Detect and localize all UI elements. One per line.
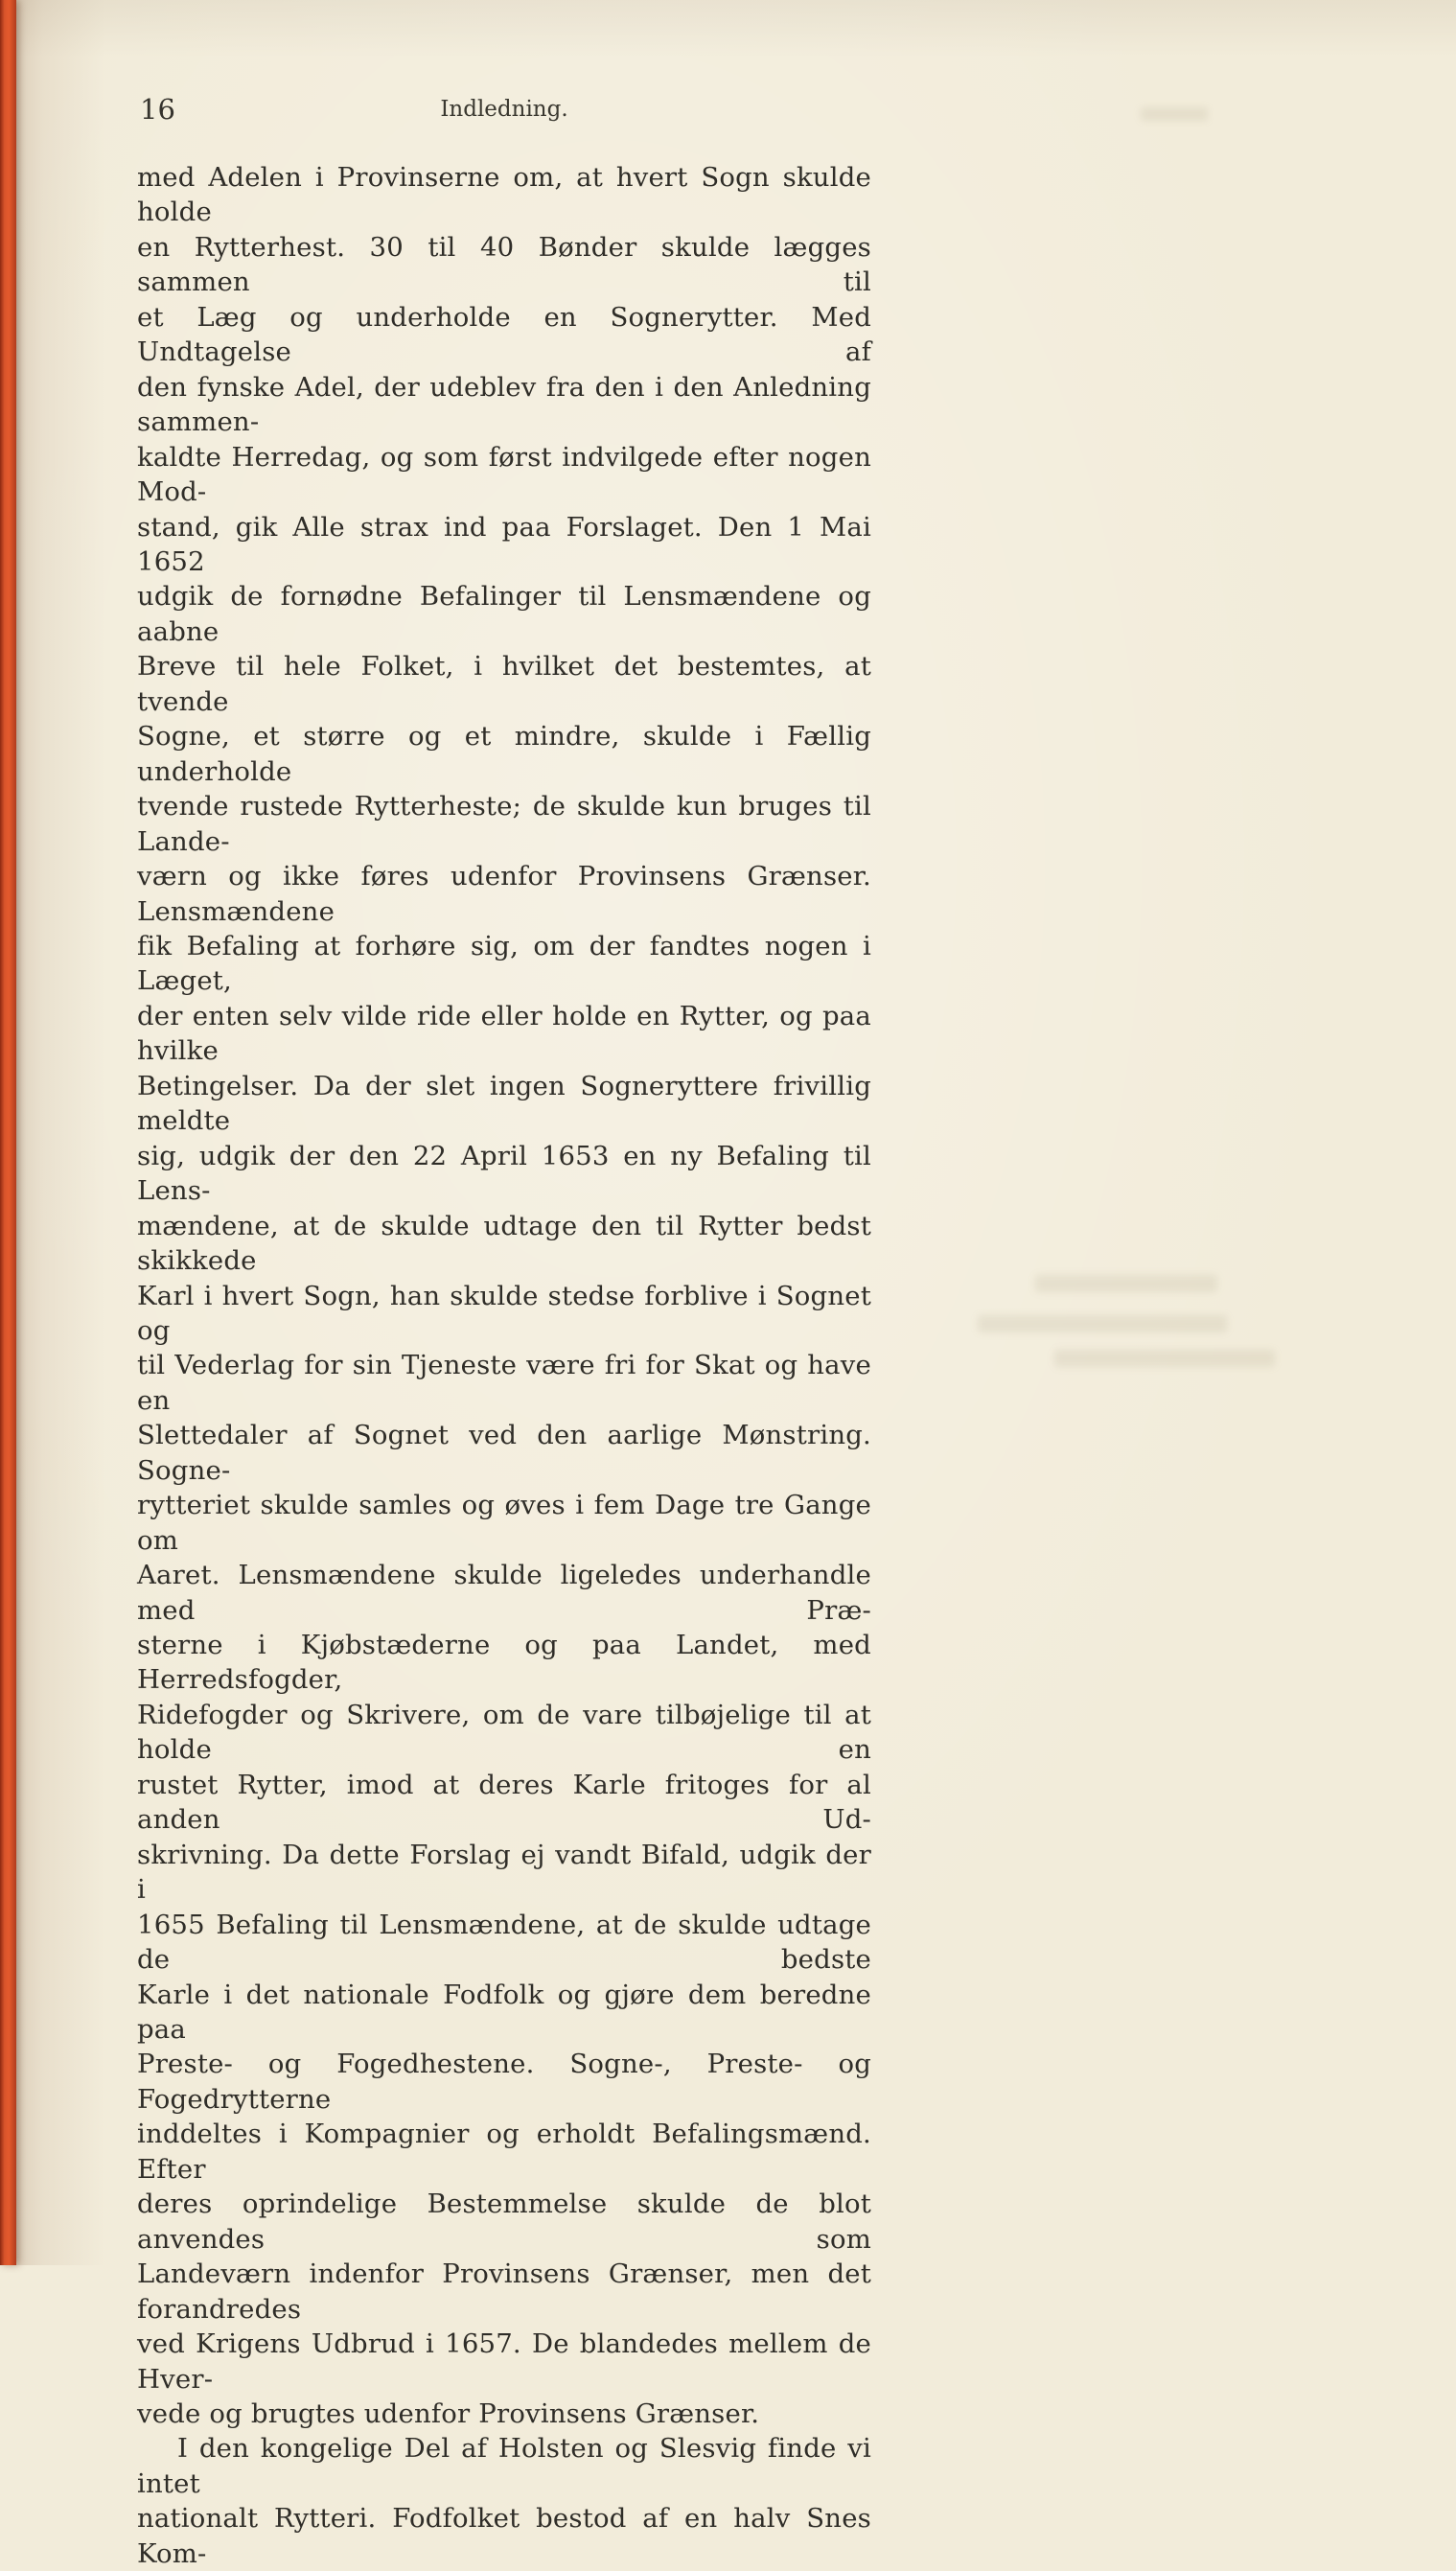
text-line: vede og brugtes udenfor Provinsens Grænser. [137,2398,760,2429]
text-line: der enten selv vilde ride eller holde en Rytter, og paa hvilke [137,1000,871,1067]
text-line: nationalt Rytteri. Fodfolket bestod af en halv Snes Kom- [137,2503,871,2569]
text-line: en Rytterhest. 30 til 40 Bønder skulde lægges sammen til [137,231,871,298]
bleed-through-mark [978,1315,1227,1332]
text-line: Betingelser. Da der slet ingen Sogneryttere frivillig meldte [137,1070,871,1137]
text-line: sterne i Kjøbstæderne og paa Landet, med Herredsfogder, [137,1630,871,1696]
page-number: 16 [140,93,175,126]
text-line: tvende rustede Rytterheste; de skulde kun bruges til Lande- [137,791,871,857]
text-line: rustet Rytter, imod at deres Karle fritoges for al anden Ud- [137,1769,871,1836]
bleed-through-mark [1054,1350,1275,1367]
text-line: skrivning. Da dette Forslag ej vandt Bifald, udgik der i [137,1839,871,1906]
text-line: udgik de fornødne Befalinger til Lensmændene og aabne [137,581,871,647]
text-line: Ridefogder og Skrivere, om de vare tilbøjelige til at holde en [137,1699,871,1766]
text-line: Landeværn indenfor Provinsens Grænser, men det forandredes [137,2258,871,2325]
text-line: mændene, at de skulde udtage den til Rytter bedst skikkede [137,1210,871,1277]
bleed-through-mark [1141,107,1208,121]
text-line: et Læg og underholde en Sognerytter. Med Undtagelse af [137,301,871,368]
text-line: stand, gik Alle strax ind paa Forslaget. Den 1 Mai 1652 [137,511,871,577]
text-line: 1655 Befaling til Lensmændene, at de skulde udtage de bedste [137,1909,871,1976]
text-line: rytteriet skulde samles og øves i fem Dage tre Gange om [137,1490,871,1556]
text-line: den fynske Adel, der udeblev fra den i den Anledning sammen- [137,371,871,438]
text-line: inddeltes i Kompagnier og erholdt Befalingsmænd. Efter [137,2119,871,2185]
running-header: Indledning. [440,97,568,122]
text-line: kaldte Herredag, og som først indvilgede efter nogen Mod- [137,441,871,508]
text-line: med Adelen i Provinserne om, at hvert Sogn skulde holde [137,162,871,228]
text-line: I den kongelige Del af Holsten og Slesvig finde vi intet [137,2433,871,2499]
text-line: Breve til hele Folket, i hvilket det bestemtes, at tvende [137,651,871,717]
text-line: Sogne, et større og et mindre, skulde i Fællig underholde [137,721,871,787]
text-line: Karl i hvert Sogn, han skulde stedse forblive i Sognet og [137,1280,871,1346]
text-line: Karle i det nationale Fodfolk og gjøre dem beredne paa [137,1979,871,2046]
text-line: deres oprindelige Bestemmelse skulde de blot anvendes som [137,2189,871,2255]
text-line: fik Befaling at forhøre sig, om der fandtes nogen i Læget, [137,930,871,997]
text-line: Aaret. Lensmændene skulde ligeledes underhandle med Præ- [137,1560,871,1626]
text-line: værn og ikke føres udenfor Provinsens Grænser. Lensmændene [137,861,871,927]
bleed-through-mark [1035,1275,1217,1292]
text-line: sig, udgik der den 22 April 1653 en ny Befaling til Lens- [137,1140,871,1207]
text-line: Slettedaler af Sognet ved den aarlige Mønstring. Sogne- [137,1420,871,1486]
text-line: Preste- og Fogedhestene. Sogne-, Preste- og Fogedrytterne [137,2049,871,2115]
book-binding-edge [0,0,16,2265]
text-block [137,160,871,2571]
text-line: til Vederlag for sin Tjeneste være fri for Skat og have en [137,1350,871,1416]
text-line: ved Krigens Udbrud i 1657. De blandedes mellem de Hver- [137,2328,871,2395]
